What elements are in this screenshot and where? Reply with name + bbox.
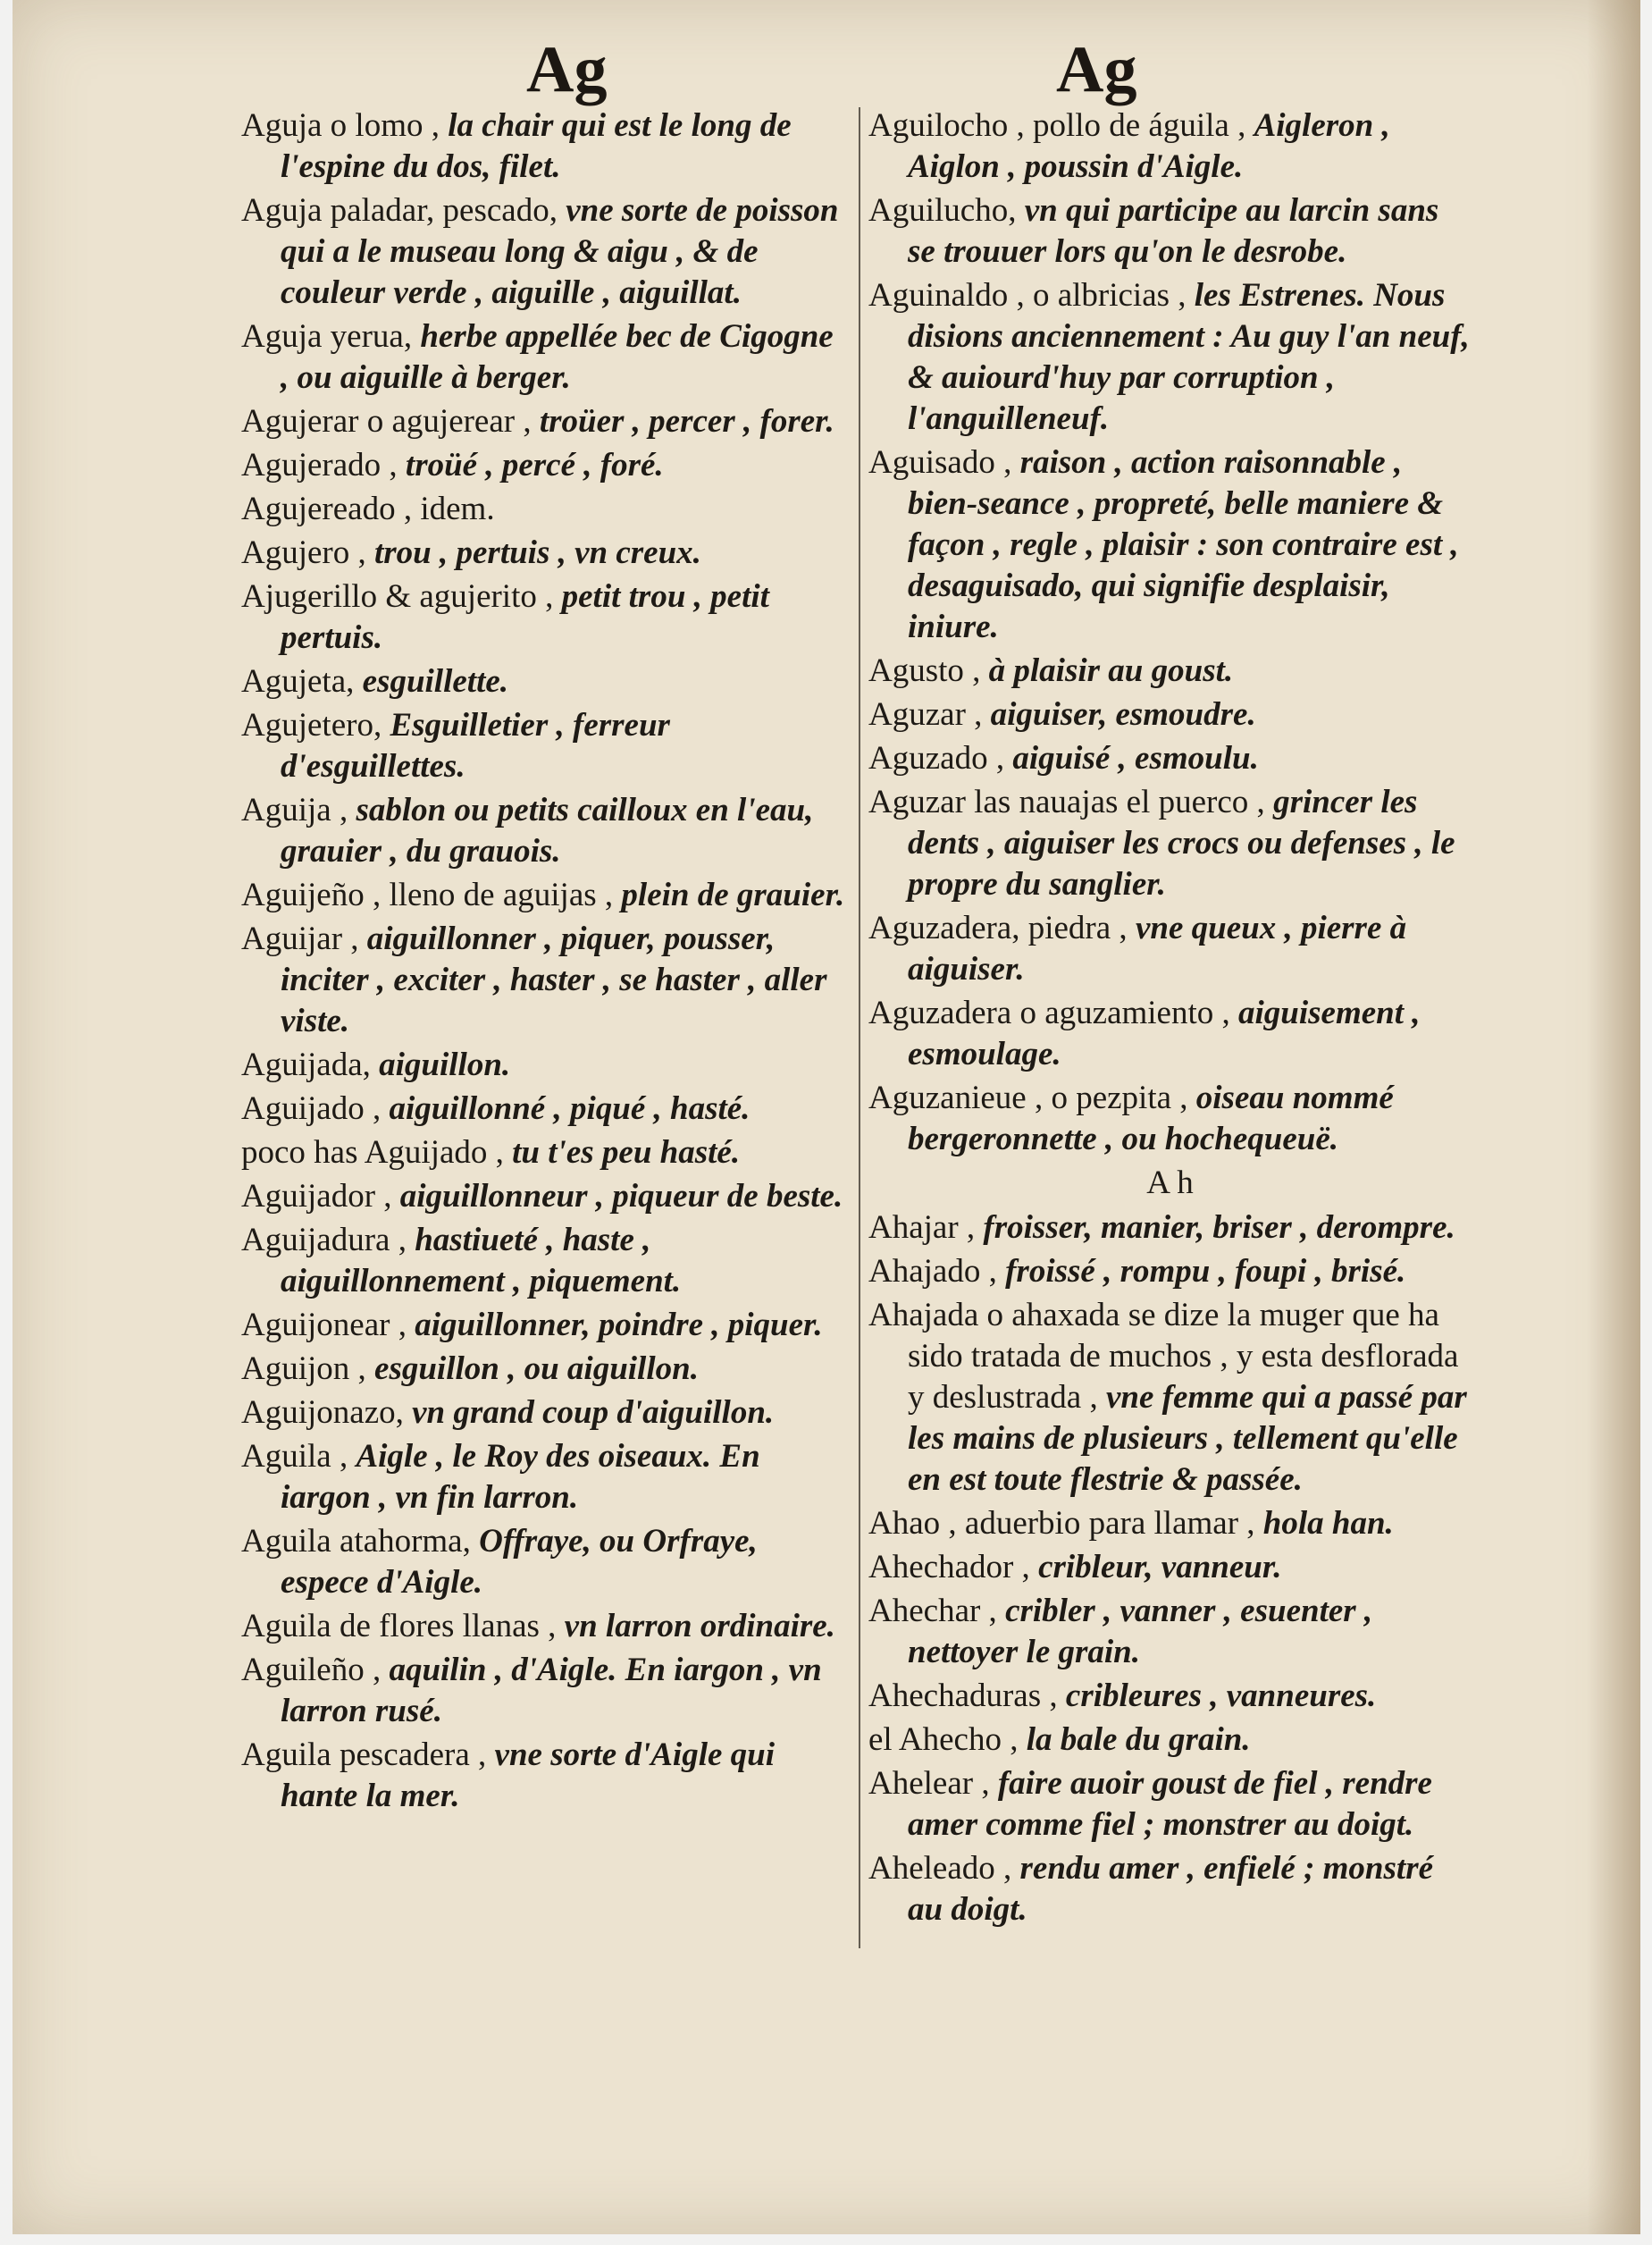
entry-headword: Aguila atahorma, [241,1523,480,1560]
entry-headword: Agujero , [241,534,374,571]
dictionary-entry [868,908,1472,990]
dictionary-entry [241,661,849,702]
dictionary-entry [241,445,849,486]
dictionary-entry [868,190,1472,273]
right-column-header: Ag [1056,33,1137,106]
entry-headword: Aguijadura , [241,1222,415,1258]
entry-definition: vne sorte de poisson qui a le museau long & aigu , & de couleur verde , aiguille , aiguillat. [281,192,839,311]
dictionary-entry [868,1763,1472,1846]
entry-headword: Aguzadera, piedra , [868,910,1136,946]
dictionary-entry [868,1503,1472,1544]
dictionary-entry [241,1089,849,1130]
dictionary-entry [241,105,849,188]
entry-definition: la chair qui est le long de l'espine du dos, filet. [281,107,792,185]
dictionary-entry [241,1176,849,1217]
entry-headword: Agujerado , [241,447,406,483]
entry-headword: Aguijado , [241,1090,390,1127]
entry-headword: Ahechador , [868,1549,1039,1585]
dictionary-entry [241,533,849,574]
entry-definition: herbe appellée bec de Cigogne , ou aiguille à berger. [281,318,834,396]
section-heading: A h [1146,1165,1194,1201]
dictionary-entry [241,1392,849,1434]
entry-headword: Agujerar o agujerear , [241,403,540,440]
entry-headword: Aguzar , [868,696,991,733]
dictionary-entry [241,576,849,659]
dictionary-entry [241,1606,849,1647]
entry-headword: Aguijonazo, [241,1394,413,1431]
entry-definition: vn grand coup d'aiguillon. [412,1394,775,1431]
entry-headword: Aguisado , [868,444,1020,481]
left-column [241,105,849,1820]
entry-definition: Aigleron , Aiglon , poussin d'Aigle. [908,107,1390,185]
entry-headword: Aguilucho, [868,192,1025,229]
dictionary-entry [241,1735,849,1817]
entry-headword: Aguzar las nauajas el puerco , [868,784,1274,820]
left-column-header: Ag [526,33,608,106]
entry-definition: Offraye, ou Orfraye, espece d'Aigle. [281,1523,758,1601]
entry-definition: vne femme qui a passé par les mains de plusieurs , tellement qu'elle en est toute flestrie & passée. [908,1379,1467,1498]
dictionary-entry [241,1349,849,1390]
entry-definition: aiguillonner , piquer, pousser, inciter , exciter , haster , se haster , aller viste. [281,921,827,1039]
entry-definition: petit trou , petit pertuis. [281,578,769,656]
entry-headword: Ajugerillo & agujerito , [241,578,562,615]
entry-headword: Aguijonear , [241,1307,415,1343]
entry-headword: Ahechaduras , [868,1677,1066,1714]
dictionary-entry [868,738,1472,779]
dictionary-entry [241,1436,849,1518]
dictionary-entry [868,1676,1472,1717]
entry-definition: faire auoir goust de fiel , rendre amer comme fiel ; monstrer au doigt. [908,1765,1432,1843]
entry-definition: raison , action raisonnable , bien-seance , propreté, belle maniere & façon , regle , plaisir : son contraire est , desaguisado, qui signifie desplaisir, iniure. [908,444,1459,645]
entry-definition: oiseau nommé bergeronnette , ou hochequeuë. [908,1080,1394,1157]
entry-definition: aiguiser, esmoudre. [990,696,1256,733]
dictionary-entry [868,105,1472,188]
entry-headword: Aguja paladar, pescado, [241,192,566,229]
entry-definition: tu t'es peu hasté. [512,1134,741,1171]
entry-headword: Aguija , [241,792,356,828]
dictionary-entry [868,782,1472,905]
entry-definition: trou , pertuis , vn creux. [374,534,701,571]
entry-definition: troüé , percé , foré. [405,447,664,483]
entry-definition: aiguillonneur , piqueur de beste. [399,1178,843,1215]
dictionary-entry [241,1220,849,1302]
entry-headword: Aguila , [241,1438,356,1475]
entry-definition: cribleures , vanneures. [1065,1677,1377,1714]
entry-headword: Ahelear , [868,1765,998,1802]
entry-definition: aiguillon. [379,1047,511,1083]
entry-headword: Agujeta, [241,663,363,700]
entry-definition: grincer les dents , aiguiser les crocs ou defenses , le propre du sanglier. [908,784,1455,903]
entry-definition: aiguillonner, poindre , piquer. [415,1307,823,1343]
entry-definition: hastiueté , haste , aiguillonnement , piquement. [281,1222,682,1299]
dictionary-entry [868,1251,1472,1292]
entry-definition: vne queux , pierre à aiguiser. [908,910,1407,988]
dictionary-entry [868,651,1472,692]
entry-headword: Aguja yerua, [241,318,421,355]
dictionary-entry [868,442,1472,648]
entry-definition: froisser, manier, briser , derompre. [983,1209,1455,1246]
entry-definition: vn larron ordinaire. [564,1608,835,1644]
entry-definition: Esguilletier , ferreur d'esguillettes. [281,707,670,785]
entry-headword: Aguzadera o aguzamiento , [868,995,1239,1031]
dictionary-entry [241,489,849,530]
entry-headword: Aguijada, [241,1047,380,1083]
dictionary-entry [241,1132,849,1173]
entry-headword: Aguila pescadera , [241,1736,495,1773]
entry-headword: Ahao , aduerbio para llamar , [868,1505,1263,1542]
entry-headword: Ahajada o ahaxada se dize la muger que ha sido tratada de muchos , y esta desflorada y deslustrada , [868,1297,1459,1416]
entry-definition: hola han. [1262,1505,1394,1542]
entry-definition: la bale du grain. [1026,1721,1251,1758]
entry-headword: el Ahecho , [868,1721,1027,1758]
entry-definition: vn qui participe au larcin sans se trouuer lors qu'on le desrobe. [908,192,1439,270]
entry-definition: les Estrenes. Nous disions anciennement : Au guy l'an neuf, & auiourd'huy par corruption , l'anguilleneuf. [908,277,1470,437]
entry-definition: cribler , vanner , esuenter , nettoyer le grain. [908,1593,1373,1670]
entry-headword: Aguijador , [241,1178,400,1215]
dictionary-entry [241,1650,849,1732]
entry-headword: Aguilocho , pollo de águila , [868,107,1254,144]
entry-headword: Aguzado , [868,740,1013,777]
right-column [868,105,1472,1933]
entry-definition: aiguisement , esmoulage. [908,995,1421,1072]
dictionary-entry [868,1591,1472,1673]
entry-headword: Aguileño , [241,1652,390,1688]
entry-definition: sablon ou petits cailloux en l'eau, grauier , du grauois. [281,792,814,870]
entry-definition: aquilin , d'Aigle. En iargon , vn larron rusé. [281,1652,822,1729]
dictionary-entry [868,694,1472,736]
entry-headword: Agujetero, [241,707,390,744]
entry-definition: troüer , percer , forer. [539,403,834,440]
entry-definition: aiguillonné , piqué , hasté. [389,1090,751,1127]
dictionary-entry [868,1848,1472,1930]
dictionary-entry [241,1521,849,1603]
dictionary-entry [868,1547,1472,1588]
entry-definition: esguillette. [362,663,509,700]
entry-definition: vne sorte d'Aigle qui hante la mer. [281,1736,776,1814]
entry-definition: esguillon , ou aiguillon. [374,1350,699,1387]
entry-headword: Aguzanieue , o pezpita , [868,1080,1196,1116]
dictionary-entry [241,1305,849,1346]
entry-headword: Aguila de flores llanas , [241,1608,565,1644]
entry-headword: Aguinaldo , o albricias , [868,277,1195,314]
dictionary-entry [868,1295,1472,1501]
dictionary-entry [868,1078,1472,1160]
entry-definition: cribleur, vanneur. [1038,1549,1282,1585]
entry-definition: plein de grauier. [621,877,845,913]
dictionary-entry [868,1719,1472,1761]
dictionary-entry [868,275,1472,440]
entry-headword: Agujereado , idem. [241,491,495,527]
entry-headword: Aguijon , [241,1350,375,1387]
entry-headword: Ahajado , [868,1253,1006,1290]
entry-headword: Aheleado , [868,1850,1020,1887]
column-divider [859,107,860,1948]
entry-definition: à plaisir au goust. [988,652,1234,689]
entry-definition: Aigle , le Roy des oiseaux. En iargon , vn fin larron. [281,1438,760,1516]
dictionary-entry [241,401,849,442]
dictionary-entry [868,993,1472,1075]
dictionary-entry [868,1207,1472,1249]
entry-headword: Aguijeño , lleno de aguijas , [241,877,622,913]
dictionary-entry [241,1045,849,1086]
entry-definition: froissé , rompu , foupi , brisé. [1005,1253,1406,1290]
dictionary-entry [241,316,849,399]
entry-definition: rendu amer , enfielé ; monstré au doigt. [908,1850,1434,1928]
entry-headword: Ahechar , [868,1593,1006,1629]
dictionary-entry [241,705,849,787]
dictionary-entry [241,875,849,916]
entry-headword: Aguijar , [241,921,367,957]
entry-headword: Agusto , [868,652,989,689]
dictionary-page [13,0,1640,2234]
dictionary-entry [241,190,849,314]
entry-headword: Aguja o lomo , [241,107,449,144]
dictionary-entry [241,919,849,1042]
entry-headword: Ahajar , [868,1209,984,1246]
dictionary-entry [241,790,849,872]
entry-headword: poco has Aguijado , [241,1134,513,1171]
entry-definition: aiguisé , esmoulu. [1012,740,1259,777]
